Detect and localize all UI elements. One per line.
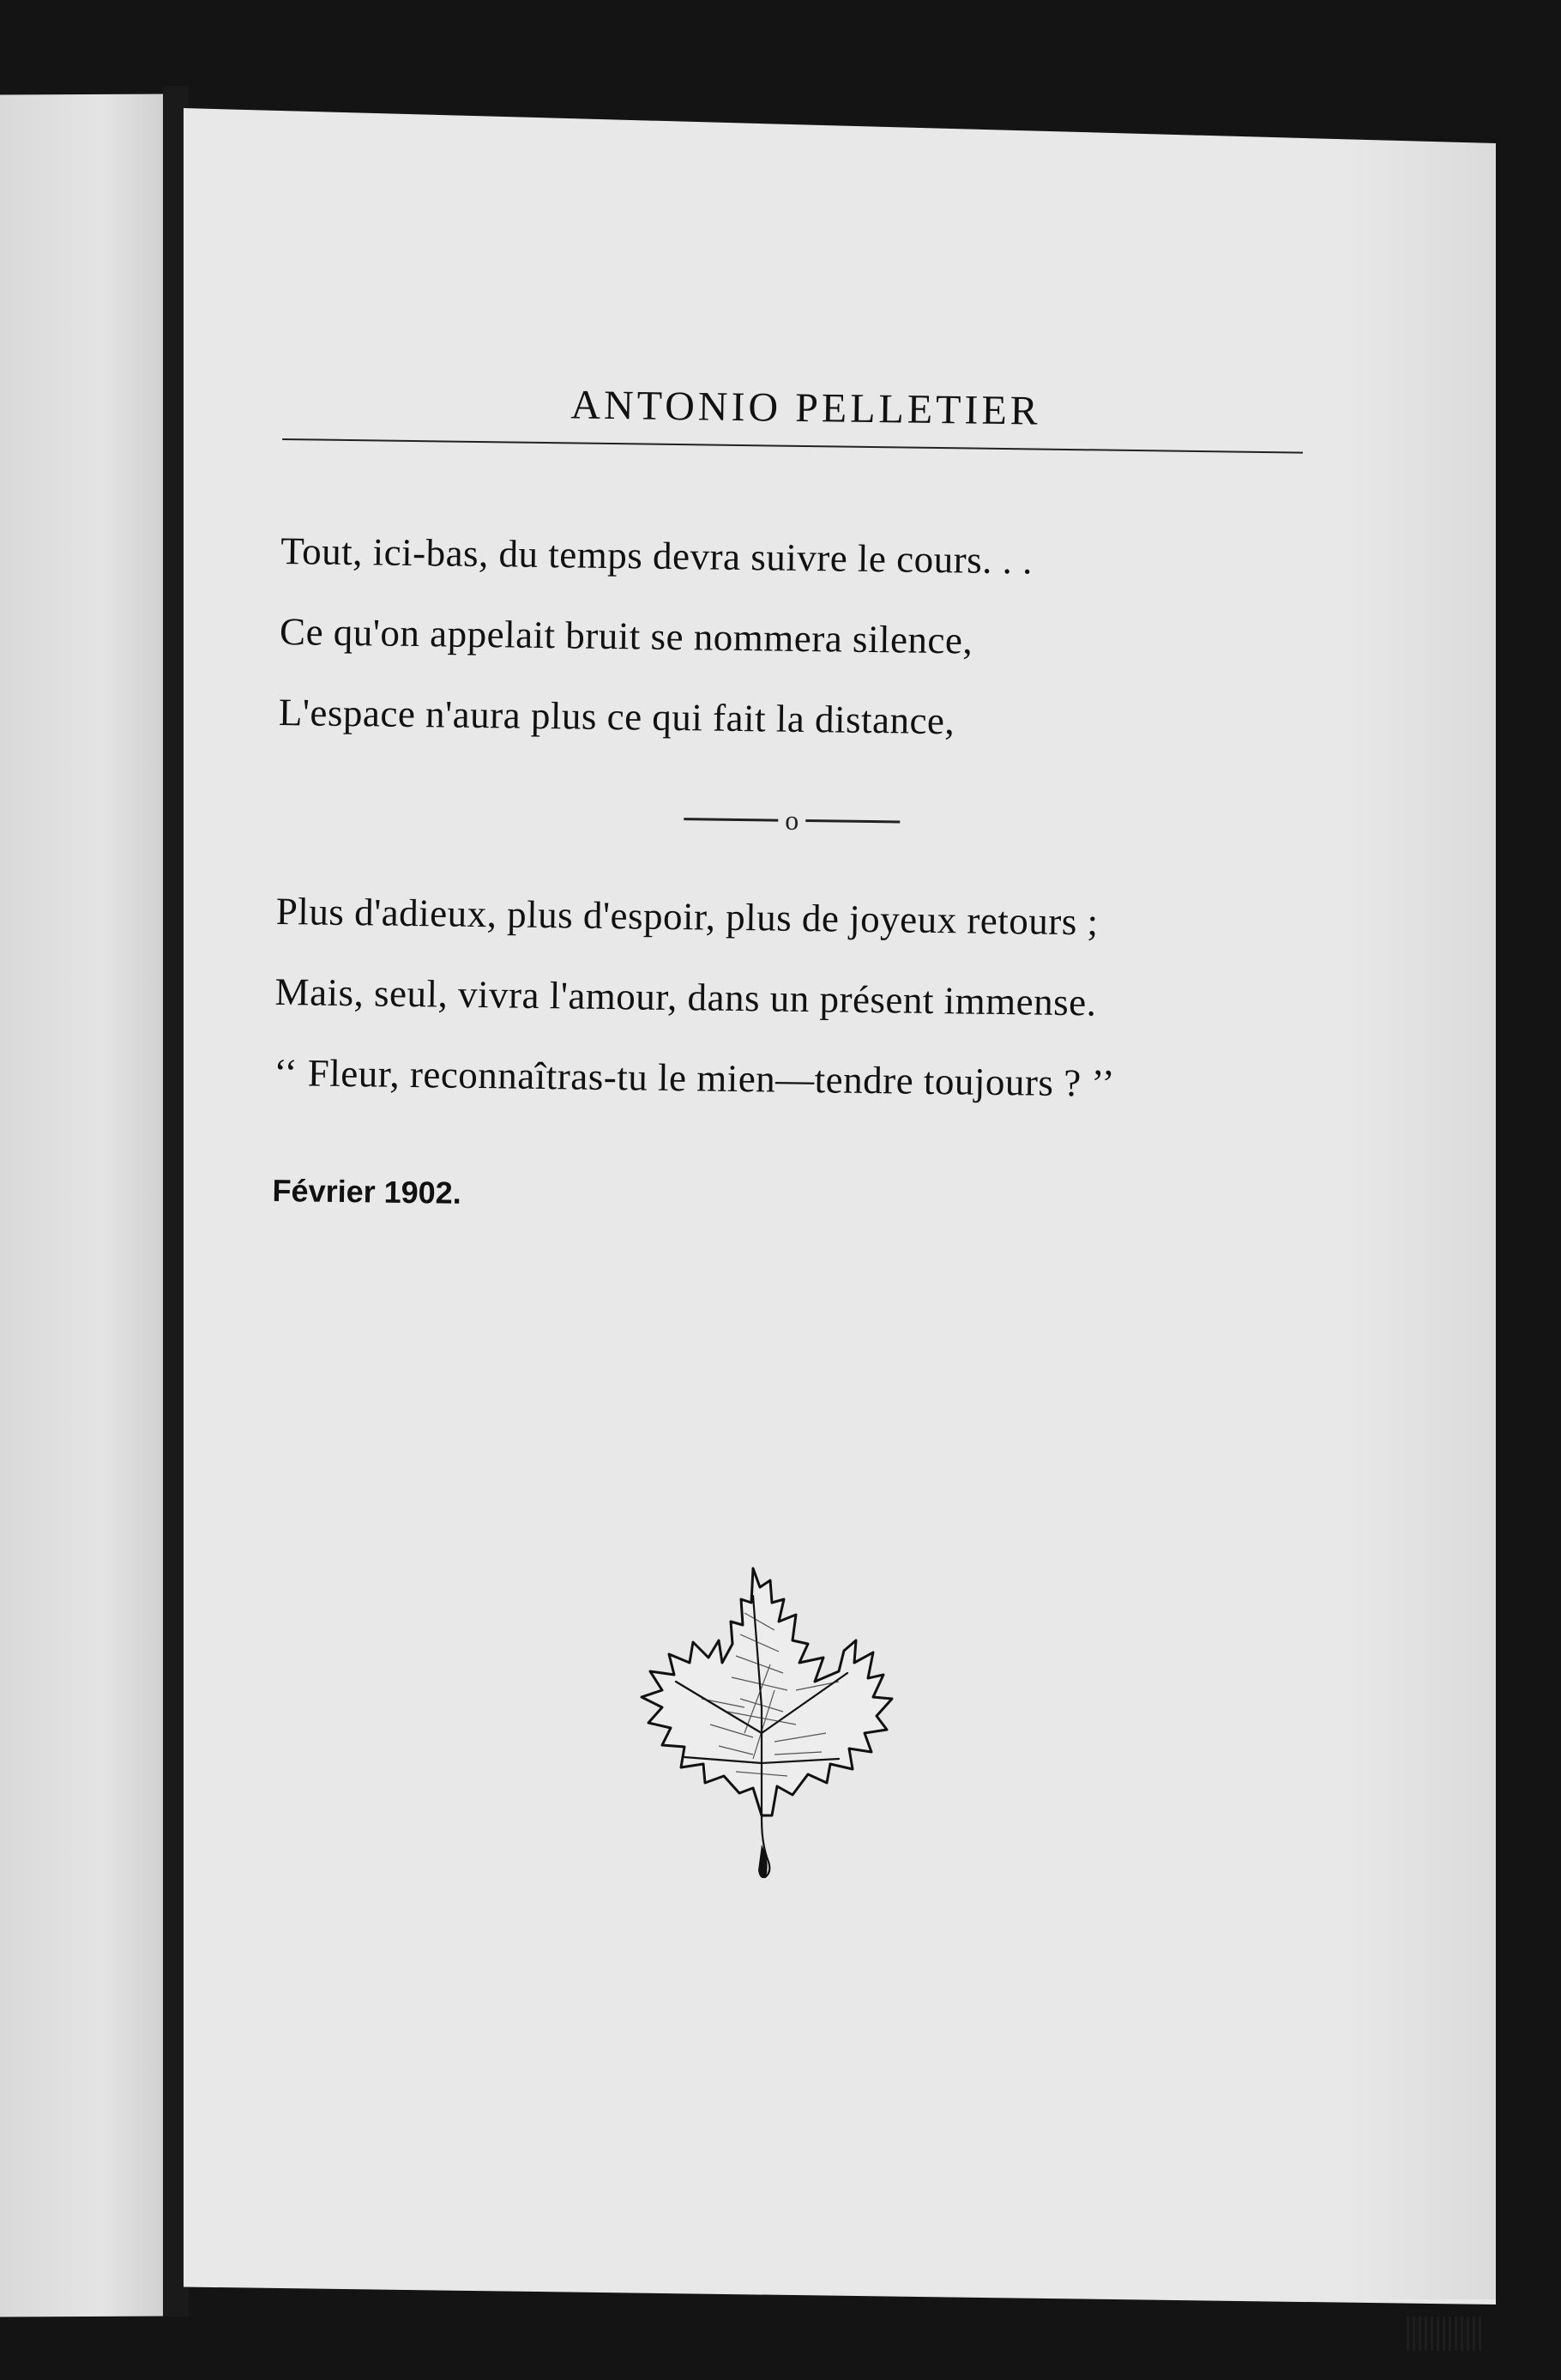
running-header [282, 378, 1312, 454]
page-edge-marks [1407, 2317, 1484, 2351]
separator-dash [684, 818, 778, 821]
poem-date: Février 1902. [272, 1173, 462, 1211]
separator-glyph: o [785, 804, 799, 837]
page-content [272, 378, 1312, 1223]
facing-page-edge [0, 94, 168, 2317]
author-name: ANTONIO PELLETIER [570, 382, 1042, 434]
page-shadow [1338, 137, 1501, 2299]
separator-dash [805, 819, 900, 823]
stanza-1 [278, 510, 1311, 766]
verse-line: Plus d'adieux, plus d'espoir, plus de joyeux retours ; [275, 890, 1099, 944]
maple-leaf-icon [624, 1561, 907, 1896]
verse-line: L'espace n'aura plus ce qui fait la distance, [278, 690, 955, 743]
verse-line: Ce qu'on appelait bruit se nommera silence, [279, 609, 973, 662]
header-rule [282, 438, 1303, 454]
stanza-2 [274, 871, 1306, 1127]
verse-line: Mais, seul, vivra l'amour, dans un présent immense. [274, 970, 1097, 1024]
stanza-separator [277, 795, 1306, 843]
verse-line: ‘‘ Fleur, reconnaîtras-tu le mien—tendre toujours ? ’’ [274, 1051, 1116, 1105]
verse-line: Tout, ici-bas, du temps devra suivre le cours. . . [280, 529, 1034, 583]
